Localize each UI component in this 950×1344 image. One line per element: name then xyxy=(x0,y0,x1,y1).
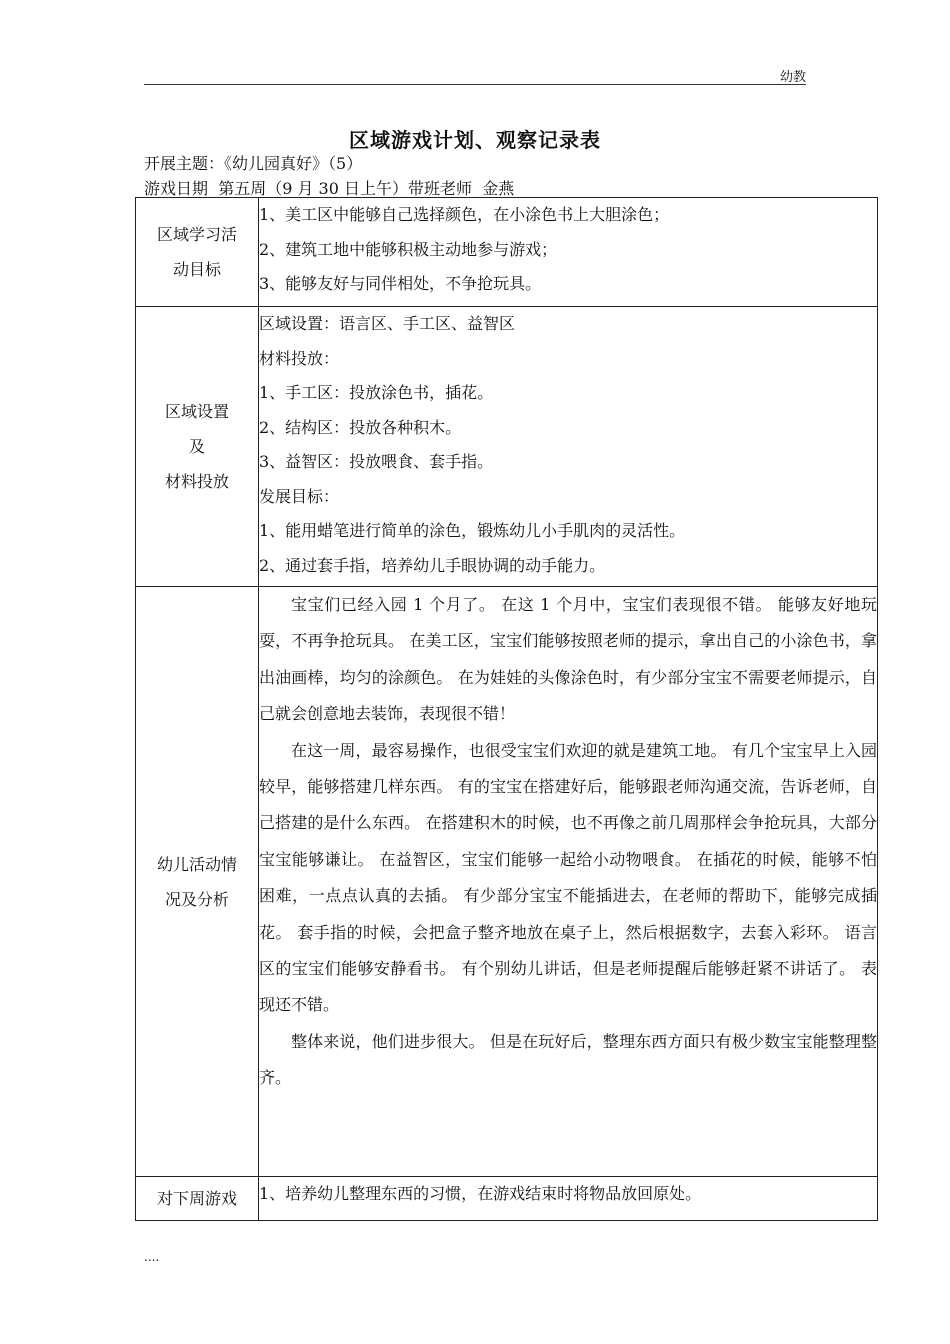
setup-line: 3、益智区：投放喂食、套手指。 xyxy=(259,452,494,471)
setup-line: 材料投放： xyxy=(259,348,340,368)
setup-line: 2、结构区：投放各种积木。 xyxy=(259,417,462,437)
teacher-name: 金燕 xyxy=(482,179,515,198)
table-row-goals xyxy=(136,198,878,307)
theme-line xyxy=(144,151,362,174)
setup-line: 1、手工区：投放涂色书，插花。 xyxy=(259,383,494,402)
date-teacher-line xyxy=(144,176,535,199)
analysis-label-cell xyxy=(136,587,259,1177)
theme-value: 《幼儿园真好》（5） xyxy=(224,154,363,173)
footer-dots: .... xyxy=(144,1250,160,1264)
date-value: 第五周（9 月 30 日上午） xyxy=(218,179,408,198)
goal-item: 2、建筑工地中能够积极主动地参与游戏； xyxy=(259,239,558,259)
analysis-paragraph: 在这一周，最容易操作，也很受宝宝们欢迎的就是建筑工地。 有几个宝宝早上入园较早，能够搭建几样东西。 有的宝宝在搭建好后，能够跟老师沟通交流，告诉老师，自己搭建的是什么东西。 在搭建积木的时候，也不再像之前几周那样会争抢玩具，大部分宝宝能够谦让。 在益智区，宝宝们能够一起给小动物喂食。 在插花的时候，能够不怕困难，一点点认真的去插。 有少部分宝宝不能插进去，在老师的帮助下，能够完成插花。 套手指的时候，会把盒子整齐地放在桌子上，然后根据数字，去套入彩环。 语言区的宝宝们能够安静看书。 有个别幼儿讲话，但是老师提醒后能够赶紧不讲话了。 表现还不错。 xyxy=(259,740,877,1015)
setup-line: 区域设置：语言区、手工区、益智区 xyxy=(259,314,516,333)
setup-line: 1、能用蜡笔进行简单的涂色，锻炼幼儿小手肌肉的灵活性。 xyxy=(259,521,686,540)
next-week-item: 1、培养幼儿整理东西的习惯，在游戏结束时将物品放回原处。 xyxy=(259,1184,702,1203)
setup-label-cell xyxy=(136,307,259,587)
setup-label-line: 材料投放 xyxy=(164,472,229,491)
setup-content-cell xyxy=(259,307,878,587)
table-row-next-week xyxy=(136,1177,878,1221)
teacher-label: 带班老师 xyxy=(408,179,473,198)
next-week-label: 对下周游戏 xyxy=(136,1177,259,1221)
analysis-paragraph: 宝宝们已经入园 1 个月了。 在这 1 个月中，宝宝们表现很不错。 能够友好地玩耍，不再争抢玩具。 在美工区，宝宝们能够按照老师的提示，拿出自己的小涂色书，拿出油画棒，均匀的涂颜色。 在为娃娃的头像涂色时，有少部分宝宝不需要老师提示，自己就会创意地去装饰，表现很不错！ xyxy=(259,595,877,724)
date-label: 游戏日期 xyxy=(144,179,209,198)
page-header-text: 幼教 xyxy=(779,70,806,85)
goal-item: 3、能够友好与同伴相处，不争抢玩具。 xyxy=(259,274,542,293)
goal-item: 1、美工区中能够自己选择颜色，在小涂色书上大胆涂色； xyxy=(259,205,670,224)
table-row-setup xyxy=(136,307,878,587)
analysis-paragraph: 整体来说，他们进步很大。 但是在玩好后，整理东西方面只有极少数宝宝能整理整齐。 xyxy=(259,1031,877,1088)
goals-content-cell xyxy=(259,198,878,307)
analysis-label-line: 幼儿活动情 xyxy=(156,854,237,874)
setup-line: 2、通过套手指，培养幼儿手眼协调的动手能力。 xyxy=(259,555,606,575)
setup-label-line: 区域设置 xyxy=(164,402,229,421)
goals-label-line: 区域学习活 xyxy=(156,225,237,244)
next-week-content xyxy=(259,1177,878,1221)
goals-label-line: 动目标 xyxy=(172,260,221,279)
plan-table xyxy=(135,197,878,1221)
setup-label-line: 及 xyxy=(188,437,205,456)
setup-line: 发展目标： xyxy=(259,486,340,506)
header-rule xyxy=(144,84,806,85)
theme-label: 开展主题： xyxy=(144,154,225,173)
table-row-analysis xyxy=(136,587,878,1177)
document-title: 区域游戏计划、观察记录表 xyxy=(349,128,601,152)
analysis-label-line: 况及分析 xyxy=(164,889,229,909)
analysis-content-cell xyxy=(259,587,878,1177)
goals-label-cell xyxy=(136,198,259,307)
